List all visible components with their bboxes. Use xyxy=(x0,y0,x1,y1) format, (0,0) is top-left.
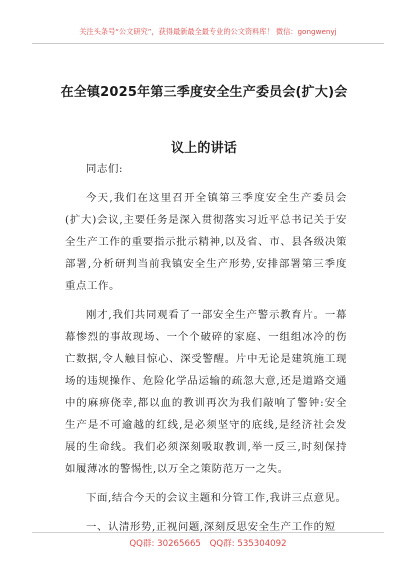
header-banner: 关注头条号“公文研究”，获得最新最全最专业的公文资料库！ 微信：gongwenyj xyxy=(32,27,384,44)
paragraph: 刚才,我们共同观看了一部安全生产警示教育片。一幕幕惨烈的事故现场、一个个破碎的家庭、一组组冰冷的伤亡数据,令人触目惊心、深受警醒。片中无论是建筑施工现场的违规操作、危险化学品运输的疏忽大意,还是道路交通中的麻痹侥幸,都以血的教训再次为我们敲响了警钟:安全生产是不可逾越的红线,是必须坚守的底线,是经济社会发展的生命线。我们必须深刻吸取教训,举一反三,时刻保持如履薄冰的警惕性,以万全之策防范万一之失。 xyxy=(65,309,347,475)
section-heading: 一、认清形势,正视问题,深刻反思安全生产工作的短 xyxy=(86,521,336,533)
qq-group-1: QQ群: 30265665 xyxy=(129,539,201,549)
qq-group-2: QQ群: 535304092 xyxy=(209,539,287,549)
footer-contact xyxy=(32,532,384,549)
document-title: 在全镇2025年第三季度安全生产委员会(扩大)会议上的讲话 xyxy=(60,85,348,156)
salutation: 同志们: xyxy=(86,163,124,175)
paragraph: 今天,我们在这里召开全镇第三季度安全生产委员会(扩大)会议,主要任务是深入贯彻落实习近平总书记关于安全生产工作的重要指示批示精神,以及省、市、县各级决策部署,分析研判当前我镇安全生产形势,安排部署第三季度重点工作。 xyxy=(65,192,347,292)
document-body xyxy=(65,158,347,538)
paragraph: 下面,结合今天的会议主题和分管工作,我讲三点意见。 xyxy=(86,492,347,504)
